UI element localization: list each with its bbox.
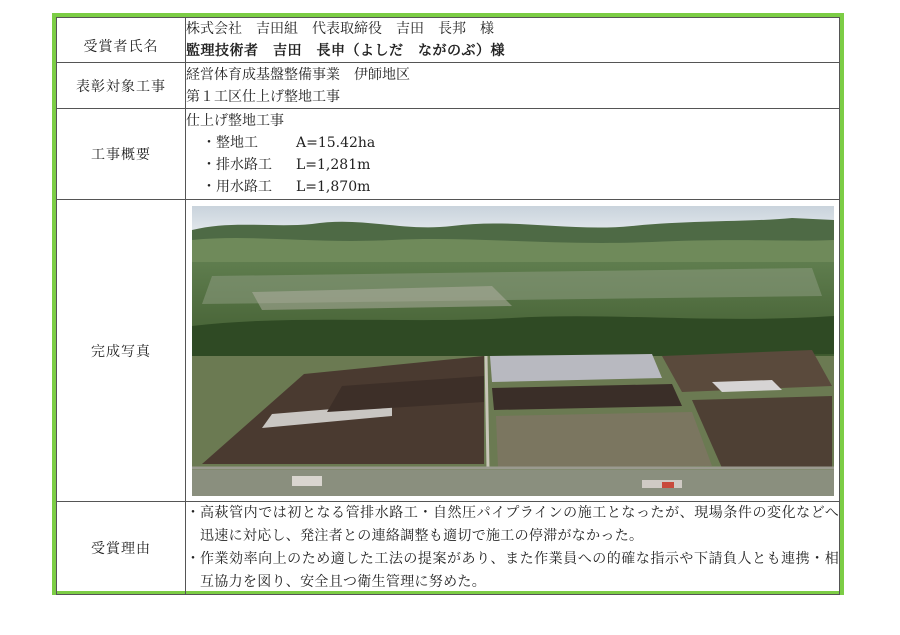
project-content	[186, 63, 840, 109]
aerial-photo	[192, 206, 834, 496]
recipient-content	[186, 18, 840, 63]
reason-row	[57, 502, 840, 595]
recipient-label: 受賞者氏名	[57, 18, 186, 63]
recipient-row	[57, 18, 840, 63]
photo-label: 完成写真	[57, 200, 186, 502]
outline-item: ・整地工 A=15.42ha	[202, 135, 376, 151]
project-line-1: 経営体育成基盤整備事業 伊師地区	[186, 66, 410, 83]
outline-label: 工事概要	[57, 109, 186, 200]
outline-item: ・排水路工 L=1,281m	[202, 157, 371, 173]
outline-content	[186, 109, 840, 200]
photo-cell	[186, 200, 840, 502]
outline-row	[57, 109, 840, 200]
reason-label: 受賞理由	[57, 502, 186, 595]
project-label: 表彰対象工事	[57, 63, 186, 109]
reason-item: ・ 高萩管内では初となる管排水路工・自然圧パイプラインの施工となったが、現場条件の変化などへ迅速に対応し、発注者との連絡調整も適切で施工の停滞がなかった。	[186, 505, 839, 544]
reason-item: ・ 作業効率向上のため適した工法の提案があり、また作業員への的確な指示や下請負人とも連携・相互協力を図り、安全且つ衛生管理に努めた。	[186, 551, 839, 590]
outline-item: ・用水路工 L=1,870m	[202, 179, 371, 195]
project-line-2: 第１工区仕上げ整地工事	[186, 88, 340, 105]
project-row	[57, 63, 840, 109]
photo-row	[57, 200, 840, 502]
engineer-line: 監理技術者 吉田 長申（よしだ ながのぶ）様	[186, 43, 505, 59]
award-frame	[52, 13, 844, 595]
outline-title: 仕上げ整地工事	[186, 113, 284, 129]
company-line: 株式会社 吉田組 代表取締役 吉田 長邦 様	[186, 21, 494, 37]
reason-content	[186, 502, 840, 595]
award-table	[56, 17, 840, 595]
